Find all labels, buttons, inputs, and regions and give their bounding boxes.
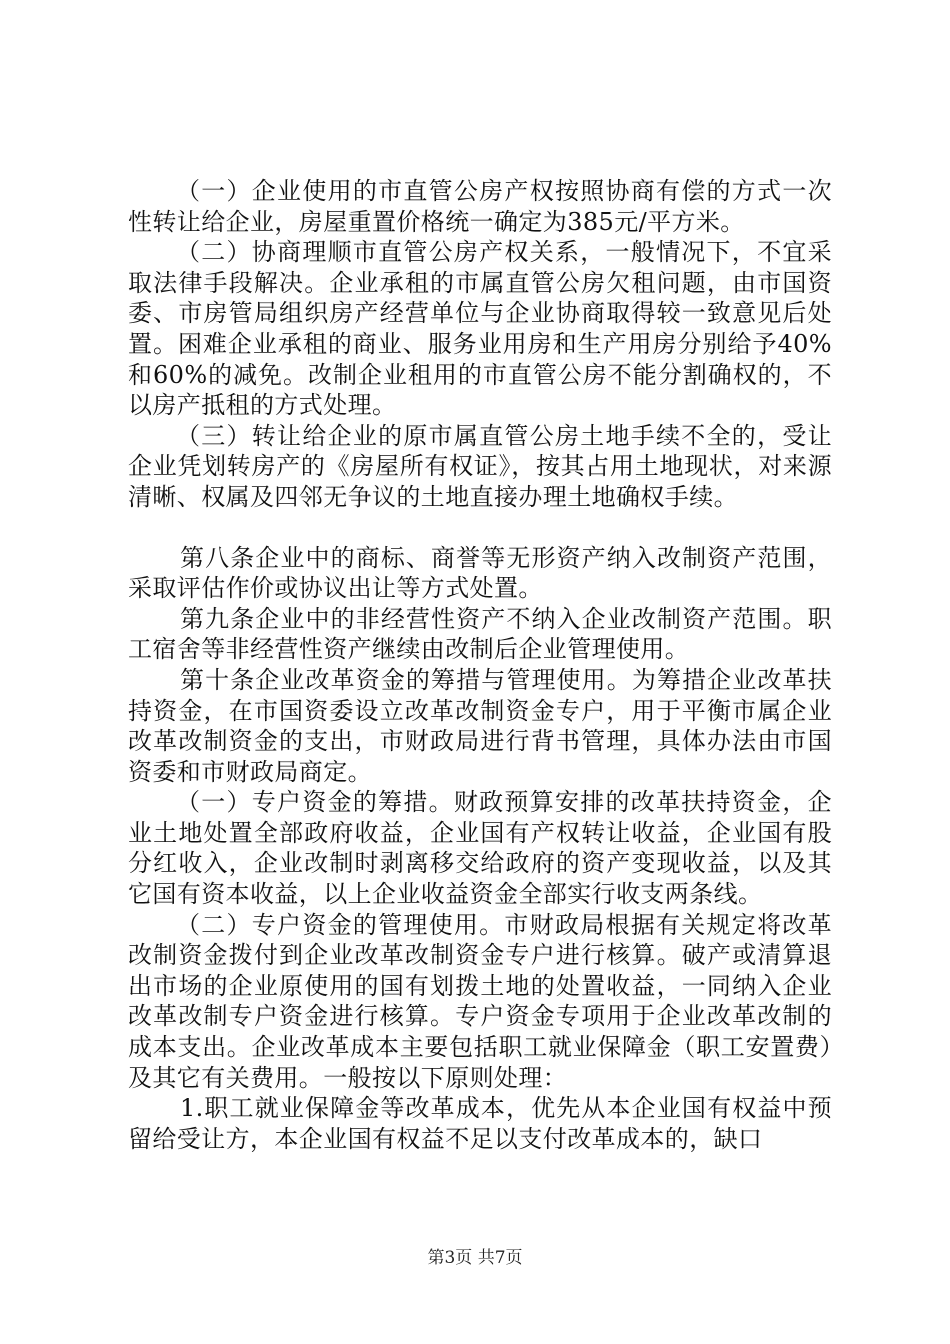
paragraph-item-1: （一）企业使用的市直管公房产权按照协商有偿的方式一次性转让给企业，房屋重置价格统一确定为385元/平方米。	[128, 177, 832, 236]
article-10-item-1: （一）专户资金的筹措。财政预算安排的改革扶持资金，企业土地处置全部政府收益，企业国有产权转让收益，企业国有股分红收入，企业改制时剥离移交给政府的资产变现收益，以及其它国有资本收益，以上企业收益资金全部实行收支两条线。	[128, 788, 832, 909]
document-body	[128, 176, 832, 1154]
paragraph-item-3: （三）转让给企业的原市属直管公房土地手续不全的，受让企业凭划转房产的《房屋所有权证》，按其占用土地现状，对来源清晰、权属及四邻无争议的土地直接办理土地确权手续。	[128, 421, 832, 511]
article-10: 第十条企业改革资金的筹措与管理使用。为筹措企业改革扶持资金，在市国资委设立改革改制资金专户，用于平衡市属企业改革改制资金的支出，市财政局进行背书管理，具体办法由市国资委和市财政局商定。	[128, 665, 832, 786]
page-number-footer: 第3页 共7页	[427, 1248, 523, 1268]
article-10-item-2: （二）专户资金的管理使用。市财政局根据有关规定将改革改制资金拨付到企业改革改制资金专户进行核算。破产或清算退出市场的企业原使用的国有划拨土地的处置收益，一同纳入企业改革改制专户资金进行核算。专户资金专项用于企业改革改制的成本支出。企业改革成本主要包括职工就业保障金（职工安置费）及其它有关费用。一般按以下原则处理：	[128, 910, 832, 1092]
article-9: 第九条企业中的非经营性资产不纳入企业改制资产范围。职工宿舍等非经营性资产继续由改制后企业管理使用。	[128, 604, 832, 664]
paragraph-item-2: （二）协商理顺市直管公房产权关系，一般情况下，不宜采取法律手段解决。企业承租的市属直管公房欠租问题，由市国资委、市房管局组织房产经营单位与企业协商取得较一致意见后处置。困难企业承租的商业、服务业用房和生产用房分别给予40%和60%的减免。改制企业租用的市直管公房不能分割确权的，不以房产抵租的方式处理。	[128, 238, 832, 420]
paragraph-gap	[128, 513, 832, 543]
article-8: 第八条企业中的商标、商誉等无形资产纳入改制资产范围，采取评估作价或协议出让等方式处置。	[128, 543, 832, 603]
article-10-subitem-1: 1.职工就业保障金等改革成本，优先从本企业国有权益中预留给受让方，本企业国有权益不足以支付改革成本的，缺口	[128, 1094, 832, 1153]
